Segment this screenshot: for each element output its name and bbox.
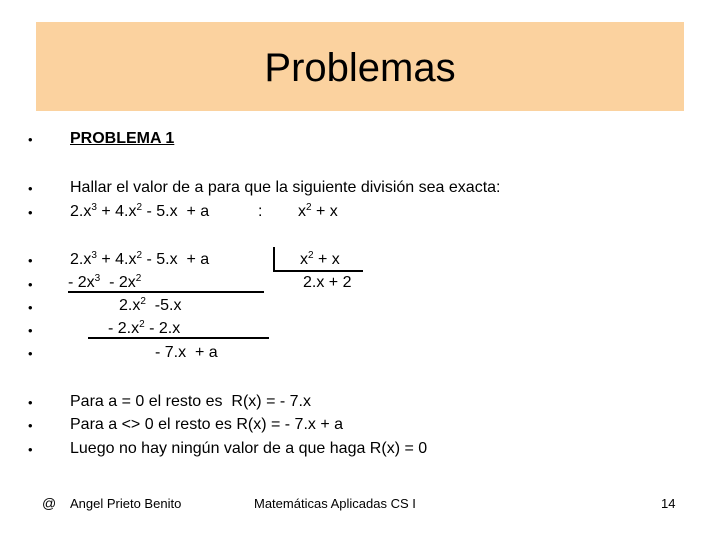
bullet: • bbox=[28, 205, 33, 220]
bullet: • bbox=[28, 346, 33, 361]
division-divisor: $x^2 + x$ bbox=[300, 250, 340, 268]
bullet: • bbox=[28, 442, 33, 457]
statement-dividend: $2.x^3 + 4.x^2 - 5.x + a$ bbox=[70, 202, 210, 220]
bullet: • bbox=[28, 181, 33, 196]
slide-title: Problemas bbox=[264, 46, 456, 90]
conclusion-3: Luego no hay ningún valor de a que haga R(x) = 0 bbox=[70, 440, 428, 457]
bullet: • bbox=[28, 323, 33, 338]
division-quotient: 2.x + 2 bbox=[303, 274, 352, 291]
bullet: • bbox=[28, 132, 33, 147]
statement-divisor: $x^2 + x$ bbox=[298, 202, 338, 220]
problem-statement: Hallar el valor de a para que la siguiente división sea exacta: bbox=[70, 179, 501, 196]
title-banner bbox=[36, 22, 684, 111]
subtraction-line-2 bbox=[88, 337, 269, 339]
division-dividend: $2.x^3 + 4.x^2 - 5.x + a$ bbox=[70, 250, 210, 268]
bullet: • bbox=[28, 300, 33, 315]
bullet: • bbox=[28, 418, 33, 433]
footer-course: Matemáticas Aplicadas CS I bbox=[254, 496, 416, 511]
subtraction-line-1 bbox=[68, 291, 264, 293]
footer-page-number: 14 bbox=[661, 496, 676, 511]
division-bracket-horizontal bbox=[273, 270, 363, 272]
statement-colon: : bbox=[258, 203, 263, 220]
division-subtract-1: - $2x^3 - 2x^2$ bbox=[68, 273, 142, 291]
footer-author: Angel Prieto Benito bbox=[70, 496, 182, 511]
division-remainder-2: - 7.x + a bbox=[155, 344, 218, 361]
division-bracket-vertical bbox=[273, 247, 275, 271]
problem-heading: PROBLEMA 1 bbox=[70, 130, 175, 147]
bullet: • bbox=[28, 277, 33, 292]
bullet: • bbox=[28, 395, 33, 410]
division-subtract-2: - $2.x^2 - 2.x$ bbox=[108, 319, 181, 337]
bullet: • bbox=[28, 253, 33, 268]
conclusion-2: Para a <> 0 el resto es R(x) = - 7.x + a bbox=[70, 416, 344, 433]
footer-symbol: @ bbox=[42, 495, 57, 511]
division-remainder-1: $2.x^2$ -5.x bbox=[119, 296, 182, 314]
conclusion-1: Para a = 0 el resto es R(x) = - 7.x bbox=[70, 393, 311, 410]
